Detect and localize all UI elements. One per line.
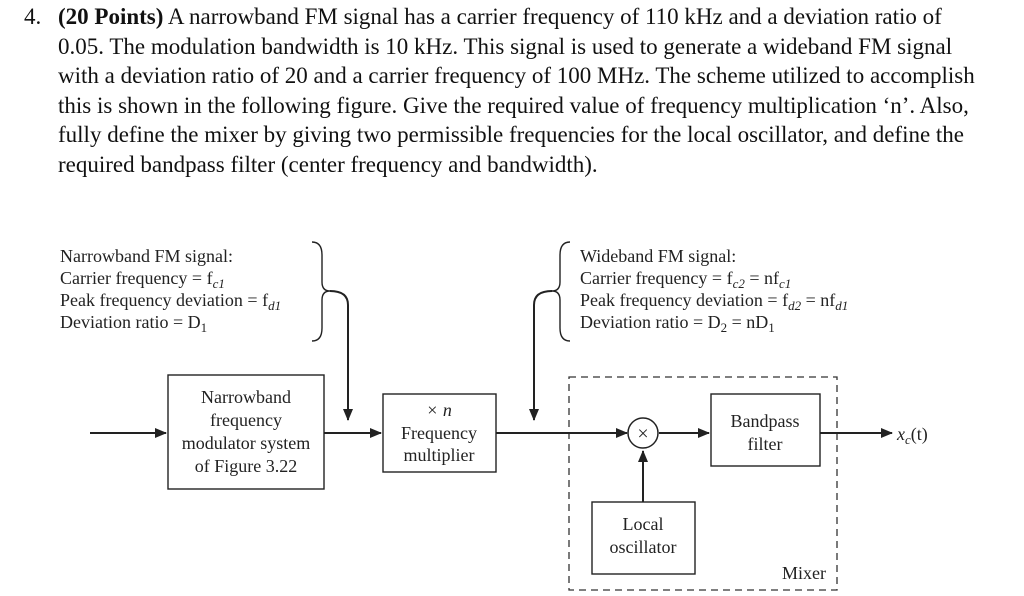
narrowband-brace [312, 242, 330, 341]
oscillator-label-line2: oscillator [609, 537, 677, 557]
problem-points: (20 Points) [58, 4, 164, 29]
local-oscillator-block [592, 502, 695, 574]
multiplier-label-line2: multiplier [403, 445, 475, 465]
wideband-carrier: Carrier frequency = $f_{c2} = nf_{c1}$ [580, 268, 792, 291]
oscillator-label-line1: Local [622, 514, 664, 534]
wideband-brace-connector [534, 291, 552, 420]
mixer-symbol-glyph: × [637, 423, 649, 445]
narrowband-deviation: Peak frequency deviation = $f_{d1}$ [60, 290, 282, 313]
narrowband-ratio: Deviation ratio = $D_1$ [60, 312, 208, 335]
narrowband-modulator-block [168, 375, 324, 489]
mixer-multiply-symbol [628, 418, 658, 448]
multiplier-factor: × n [426, 400, 452, 420]
narrowband-title: Narrowband FM signal: [60, 246, 233, 266]
multiplier-label-line1: Frequency [401, 423, 477, 443]
mixer-label: Mixer [782, 563, 826, 583]
bandpass-label-line2: filter [747, 434, 783, 454]
modulator-label-line2: frequency [210, 410, 282, 430]
wideband-info [580, 246, 848, 335]
wideband-ratio: Deviation ratio = $D_2 = nD_1$ [580, 312, 775, 335]
problem-text: A narrowband FM signal has a carrier frequency of 110 kHz and a deviation ratio of 0.05. The modulation bandwidth is 10 kHz. This signal is used to generate a wideband FM signal with a deviation ratio of 20 and a carrier frequency of 100 MHz. The scheme utilized to accomplish this is shown in the following figure. Give the required value of frequency multiplication ‘n’. Also, fully define the mixer by giving two permissible frequencies for the local oscillator, and define the required bandpass filter (center frequency and bandwidth). [58, 4, 975, 177]
frequency-multiplier-block [383, 394, 496, 472]
wideband-brace [552, 242, 570, 341]
narrowband-carrier: Carrier frequency = $f_{c1}$ [60, 268, 225, 291]
bandpass-label-line1: Bandpass [730, 411, 800, 431]
bandpass-filter-block [711, 394, 820, 466]
narrowband-info [60, 246, 281, 335]
output-label: $x_c(t)$ [897, 424, 928, 447]
modulator-label-line1: Narrowband [201, 387, 291, 407]
wideband-title: Wideband FM signal: [580, 246, 737, 266]
problem-number: 4. [24, 4, 42, 29]
modulator-label-line3: modulator system [181, 433, 311, 453]
modulator-label-line4: of Figure 3.22 [194, 456, 298, 476]
wideband-deviation: Peak frequency deviation = $f_{d2} = nf_{d1}$ [580, 290, 849, 313]
narrowband-brace-connector [330, 291, 348, 420]
